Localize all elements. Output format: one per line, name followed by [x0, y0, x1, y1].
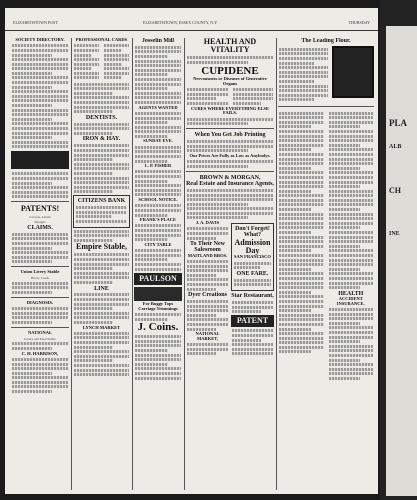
patents-heading: PATENTS! [20, 204, 60, 214]
maitland-heading: MAITLAND BROS. [187, 252, 228, 258]
professional-cards-heading: PROFESSIONAL CARDS [75, 38, 128, 42]
carriage-trimmings-heading: Carriage Trimmings [138, 305, 178, 311]
diagnosis-heading: DIAGNOSIS. [26, 299, 54, 305]
one-fare-heading: ONE FARE. [236, 270, 269, 277]
school-notice-heading: SCHOOL NOTICE. [138, 197, 178, 203]
adjacent-page-strip [386, 26, 417, 496]
column-display-ads [186, 38, 274, 488]
leading-flour-heading: The Leading Flour. [301, 38, 351, 44]
masthead-rule [5, 30, 378, 31]
patent-banner: PATENT [231, 315, 274, 327]
column-rule [184, 38, 185, 490]
iron-hay-heading: IRON & HAY. [82, 136, 121, 143]
column-cards [73, 38, 130, 488]
star-restaurant-heading: Star Restaurant, [231, 293, 274, 300]
real-estate-heading: Real Estate and Insurance Agents, [186, 181, 274, 188]
masthead-right: THURSDAY [348, 20, 370, 25]
brown-morgan-heading: BROWN & MORGAN, [199, 174, 261, 181]
low-prices-heading: Our Prices Are Fully as Low as Anybodys. [189, 152, 271, 158]
accident-insurance-heading: ACCIDENT INSURANCE. [336, 296, 365, 306]
livery-subline: Heavy Loads [31, 276, 49, 281]
san-francisco-heading: SAN FRANCISCO [234, 254, 271, 260]
column-news [278, 38, 374, 488]
agents-wanted-heading: AGENTS WANTED [138, 104, 178, 110]
adjacent-page-fragment: PLA [389, 118, 407, 128]
patents-subline: Caveats, Labels [29, 214, 51, 219]
empire-stable-heading: Empire Stable, [76, 242, 127, 252]
new-salesroom-heading: To Their New Salesroom [190, 241, 225, 254]
society-directory-heading: SOCIETY DIRECTORY. [15, 38, 65, 42]
engraving-image [11, 151, 69, 169]
citizens-bank-heading: CITIZENS BANK [77, 198, 126, 205]
dyer-creations-heading: Dyer Creations [188, 292, 227, 299]
line-heading: LINE [94, 285, 109, 292]
health-vitality-heading: HEALTH AND VITALITY [203, 38, 257, 55]
sunday-eve-heading: SUNDAY EVE. [143, 138, 173, 144]
national-market-heading: NATIONAL MARKET, [195, 331, 220, 341]
cures-heading: CURES WHERE EVERYTHING ELSE FAILS. [191, 105, 269, 116]
newspaper-page [5, 8, 378, 494]
franks-place-heading: FRANK'S PLACE [139, 217, 177, 223]
adjacent-page-fragment: INE [389, 231, 400, 237]
adjacent-page-fragment: ALB [389, 144, 402, 150]
josselin-heading: Josselin Mill [141, 38, 175, 44]
column-rule [132, 38, 133, 490]
engraving-image [134, 287, 182, 301]
harrison-heading: C. H. HARRISON, [21, 350, 59, 356]
job-printing-heading: When You Get Job Printing [194, 132, 266, 139]
j-coins-heading: J. Coins. [137, 321, 179, 334]
nervousness-heading: Nervousness or Diseases of Generative Organs [193, 76, 267, 86]
masthead [13, 18, 370, 28]
claims-heading: CLAIMS. [27, 224, 53, 231]
flour-sack-image [332, 46, 374, 98]
masthead-center: ELIZABETHTOWN, ESSEX COUNTY, N.Y. [143, 20, 218, 25]
column-society [11, 38, 69, 488]
lynch-market-heading: LYNCH MARKET [82, 324, 121, 330]
buggy-tops-heading: For Buggy Tops [142, 300, 174, 306]
masthead-left: ELIZABETHTOWN POST. [13, 20, 59, 25]
admission-day-heading: Admission Day [234, 237, 271, 256]
column-rule [276, 38, 277, 490]
dentists-heading: DENTISTS. [85, 114, 118, 121]
lp-fisher-heading: L. P. FISHER [144, 163, 172, 169]
ja-davis-heading: J. A. DAVIS [195, 220, 220, 226]
national-subline: Livery and Feed Stable [24, 336, 56, 341]
column-ads [134, 38, 182, 488]
national-heading: NATIONAL [28, 330, 52, 336]
adjacent-page-fragment: CH [389, 186, 401, 195]
dont-forget-heading: Don't Forget! What? [235, 226, 270, 239]
patents-subline: Designs [34, 219, 46, 224]
column-rule [71, 38, 72, 490]
health-heading: HEALTH [338, 290, 364, 297]
paulson-banner: PAULSON [134, 273, 182, 285]
city-table-heading: CITY TABLE [144, 241, 172, 247]
cupidene-heading: CUPIDENE [201, 64, 259, 77]
livery-heading: Union Livery Stable [20, 269, 60, 275]
adjacent-page-edge [380, 0, 417, 500]
